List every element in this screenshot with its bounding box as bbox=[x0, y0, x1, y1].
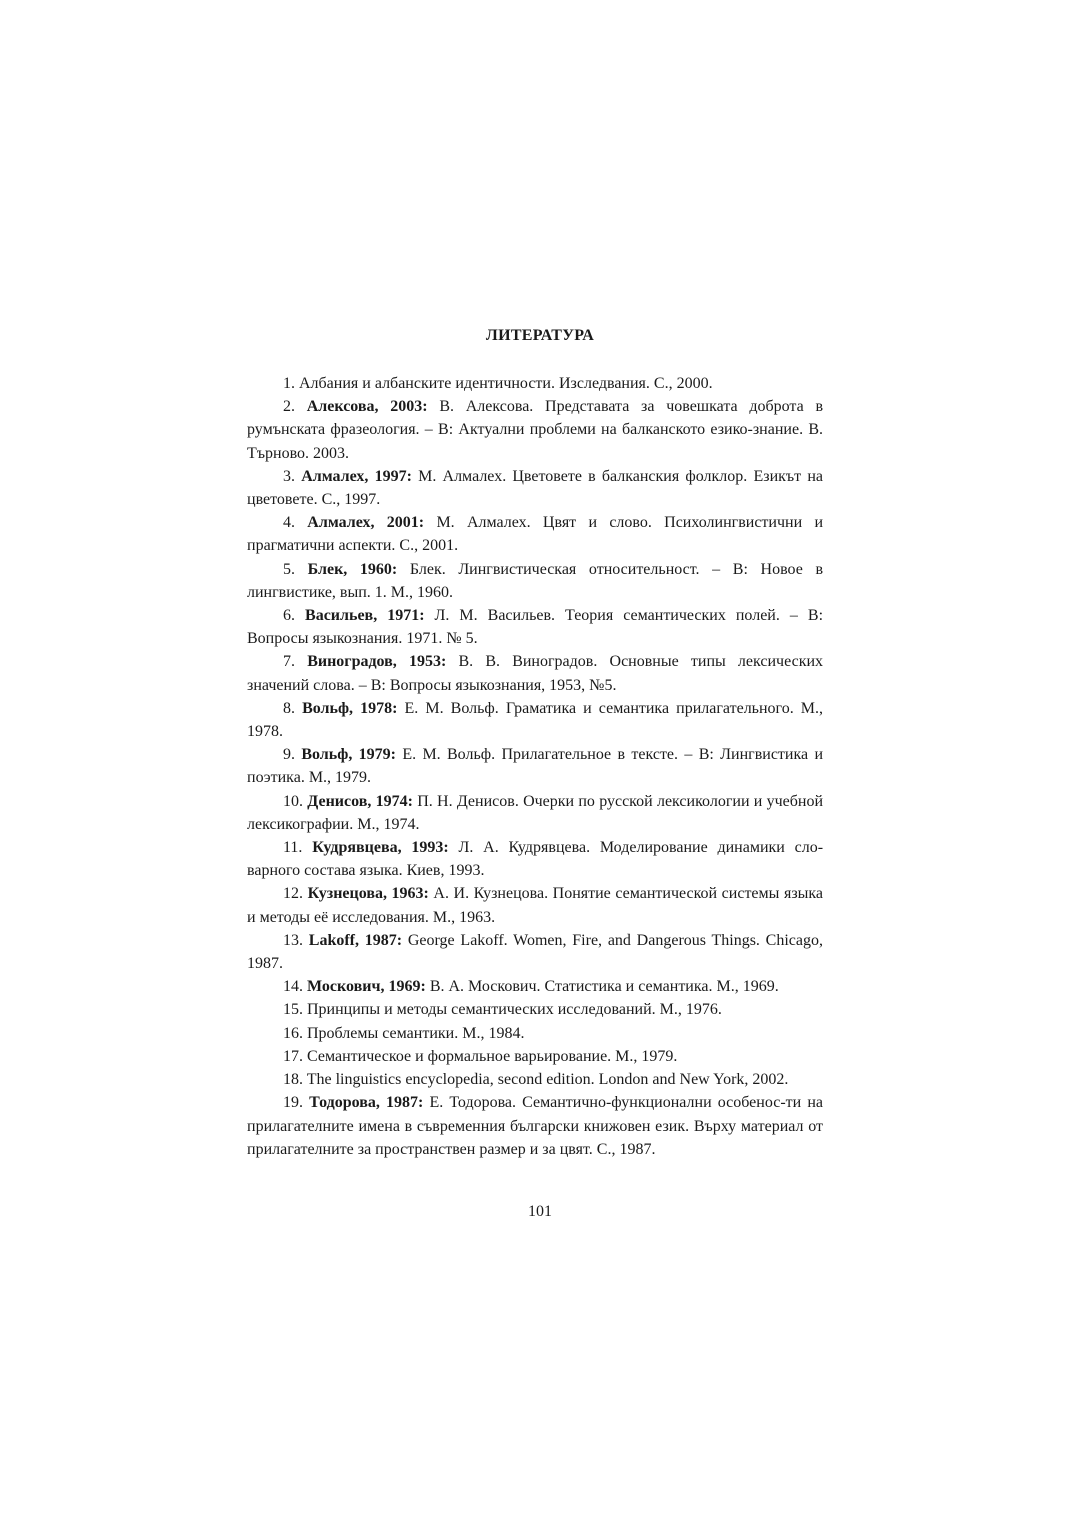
reference-entry bbox=[247, 929, 823, 975]
reference-entry bbox=[247, 395, 823, 465]
reference-number: 9. bbox=[283, 746, 295, 764]
reference-text: Л. М. Васильев. Теория семантических полей. – В: Вопросы языкознания. 1971. № 5. bbox=[247, 607, 824, 648]
reference-key: Вольф, 1978: bbox=[302, 699, 398, 717]
reference-entry bbox=[247, 604, 823, 650]
reference-entry bbox=[247, 1091, 823, 1161]
reference-number: 19. bbox=[283, 1094, 303, 1112]
reference-number: 2. bbox=[283, 398, 295, 416]
reference-key: Алмалех, 1997: bbox=[301, 467, 412, 485]
reference-key: Кудрявцева, 1993: bbox=[312, 839, 449, 857]
page-title: ЛИТЕРАТУРА bbox=[485, 327, 595, 344]
reference-text: Е. М. Вольф. Прилагательное в тексте. – В: Лингвистика и поэтика. М., 1979. bbox=[247, 746, 824, 787]
reference-text: Принципы и методы семантических исследований. М., 1976. bbox=[307, 1001, 722, 1019]
reference-entry bbox=[247, 1022, 823, 1045]
reference-text: The linguistics encyclopedia, second edition. London and New York, 2002. bbox=[306, 1071, 789, 1089]
reference-key: Вольф, 1979: bbox=[301, 746, 396, 764]
reference-text: Е. М. Вольф. Граматика и семантика прилагательного. М., 1978. bbox=[247, 699, 824, 741]
reference-key: Москович, 1969: bbox=[307, 978, 426, 996]
reference-text: В. Алексова. Представата за човешката доброта в румънската фразеология. – В: Актуални проблеми на балканското езико-знание. В. Търново. 2003. bbox=[247, 398, 824, 462]
reference-text: George Lakoff. Women, Fire, and Dangerous Things. Chicago, 1987. bbox=[247, 931, 823, 973]
reference-number: 13. bbox=[283, 931, 303, 949]
reference-key: Кузнецова, 1963: bbox=[307, 885, 429, 903]
reference-entry bbox=[247, 998, 823, 1021]
reference-key: Алексова, 2003: bbox=[306, 398, 428, 416]
reference-number: 17. bbox=[283, 1047, 303, 1065]
reference-text: Блек. Лингвистическая относительност. – В: Новое в лингвистике, вып. 1. М., 1960. bbox=[247, 560, 824, 601]
reference-number: 12. bbox=[283, 885, 303, 903]
reference-entry bbox=[247, 836, 823, 882]
reference-entry bbox=[247, 697, 823, 743]
reference-entry bbox=[247, 790, 823, 836]
reference-entry bbox=[247, 558, 823, 604]
reference-key: Денисов, 1974: bbox=[307, 792, 413, 810]
reference-entry bbox=[247, 650, 823, 696]
reference-text: М. Алмалех. Цветовете в балканския фолклор. Езикът на цветовете. С., 1997. bbox=[247, 467, 824, 509]
reference-number: 6. bbox=[283, 607, 295, 625]
reference-list bbox=[247, 372, 823, 1161]
reference-text: Е. Тодорова. Семантично-функционални особенос-ти на прилагателните имена в съвременния български книжовен език. Върху материал от прилагателните за пространствен размер и за цвят. С., 1987. bbox=[247, 1094, 824, 1158]
reference-entry bbox=[247, 372, 823, 395]
reference-number: 1. bbox=[283, 375, 295, 392]
reference-key: Lakoff, 1987: bbox=[308, 931, 403, 949]
reference-entry bbox=[247, 511, 823, 557]
reference-number: 16. bbox=[283, 1024, 303, 1042]
reference-text: В. В. Виноградов. Основные типы лексических значений слова. – В: Вопросы языкознания, 1953, №5. bbox=[247, 653, 824, 694]
reference-entry bbox=[247, 1068, 823, 1091]
page-number: 101 bbox=[528, 1203, 552, 1220]
reference-key: Тодорова, 1987: bbox=[309, 1094, 424, 1112]
reference-text: М. Алмалех. Цвят и слово. Психолингвистични и прагматични аспекти. С., 2001. bbox=[247, 514, 824, 555]
reference-number: 8. bbox=[283, 699, 295, 717]
reference-text: П. Н. Денисов. Очерки по русской лексикологии и учебной лексикографии. М., 1974. bbox=[247, 792, 824, 833]
reference-text: В. А. Москович. Статистика и семантика. М., 1969. bbox=[429, 978, 779, 996]
reference-text: А. И. Кузнецова. Понятие семантической системы языка и методы её исследования. М., 1963. bbox=[247, 885, 824, 926]
reference-text: Албания и албанските идентичности. Изследвания. С., 2000. bbox=[299, 375, 713, 392]
reference-text: Л. А. Кудрявцева. Моделирование динамики сло-варного состава языка. Киев, 1993. bbox=[247, 839, 824, 880]
reference-number: 10. bbox=[283, 792, 303, 810]
reference-entry bbox=[247, 743, 823, 789]
reference-number: 5. bbox=[283, 560, 295, 578]
reference-entry bbox=[247, 975, 823, 998]
reference-text: Проблемы семантики. М., 1984. bbox=[307, 1024, 525, 1042]
reference-key: Васильев, 1971: bbox=[305, 607, 425, 625]
reference-entry bbox=[247, 465, 823, 511]
reference-number: 11. bbox=[283, 839, 303, 857]
reference-entry bbox=[247, 882, 823, 928]
reference-number: 3. bbox=[283, 467, 295, 485]
reference-key: Алмалех, 2001: bbox=[307, 514, 425, 532]
reference-entry bbox=[247, 1045, 823, 1068]
reference-number: 15. bbox=[283, 1001, 303, 1019]
reference-key: Блек, 1960: bbox=[307, 560, 398, 578]
reference-key: Виноградов, 1953: bbox=[307, 653, 447, 671]
reference-number: 4. bbox=[283, 514, 295, 532]
reference-number: 7. bbox=[283, 653, 295, 671]
reference-text: Семантическое и формальное варьирование. М., 1979. bbox=[307, 1047, 678, 1065]
reference-number: 18. bbox=[283, 1071, 303, 1089]
reference-number: 14. bbox=[283, 978, 303, 996]
